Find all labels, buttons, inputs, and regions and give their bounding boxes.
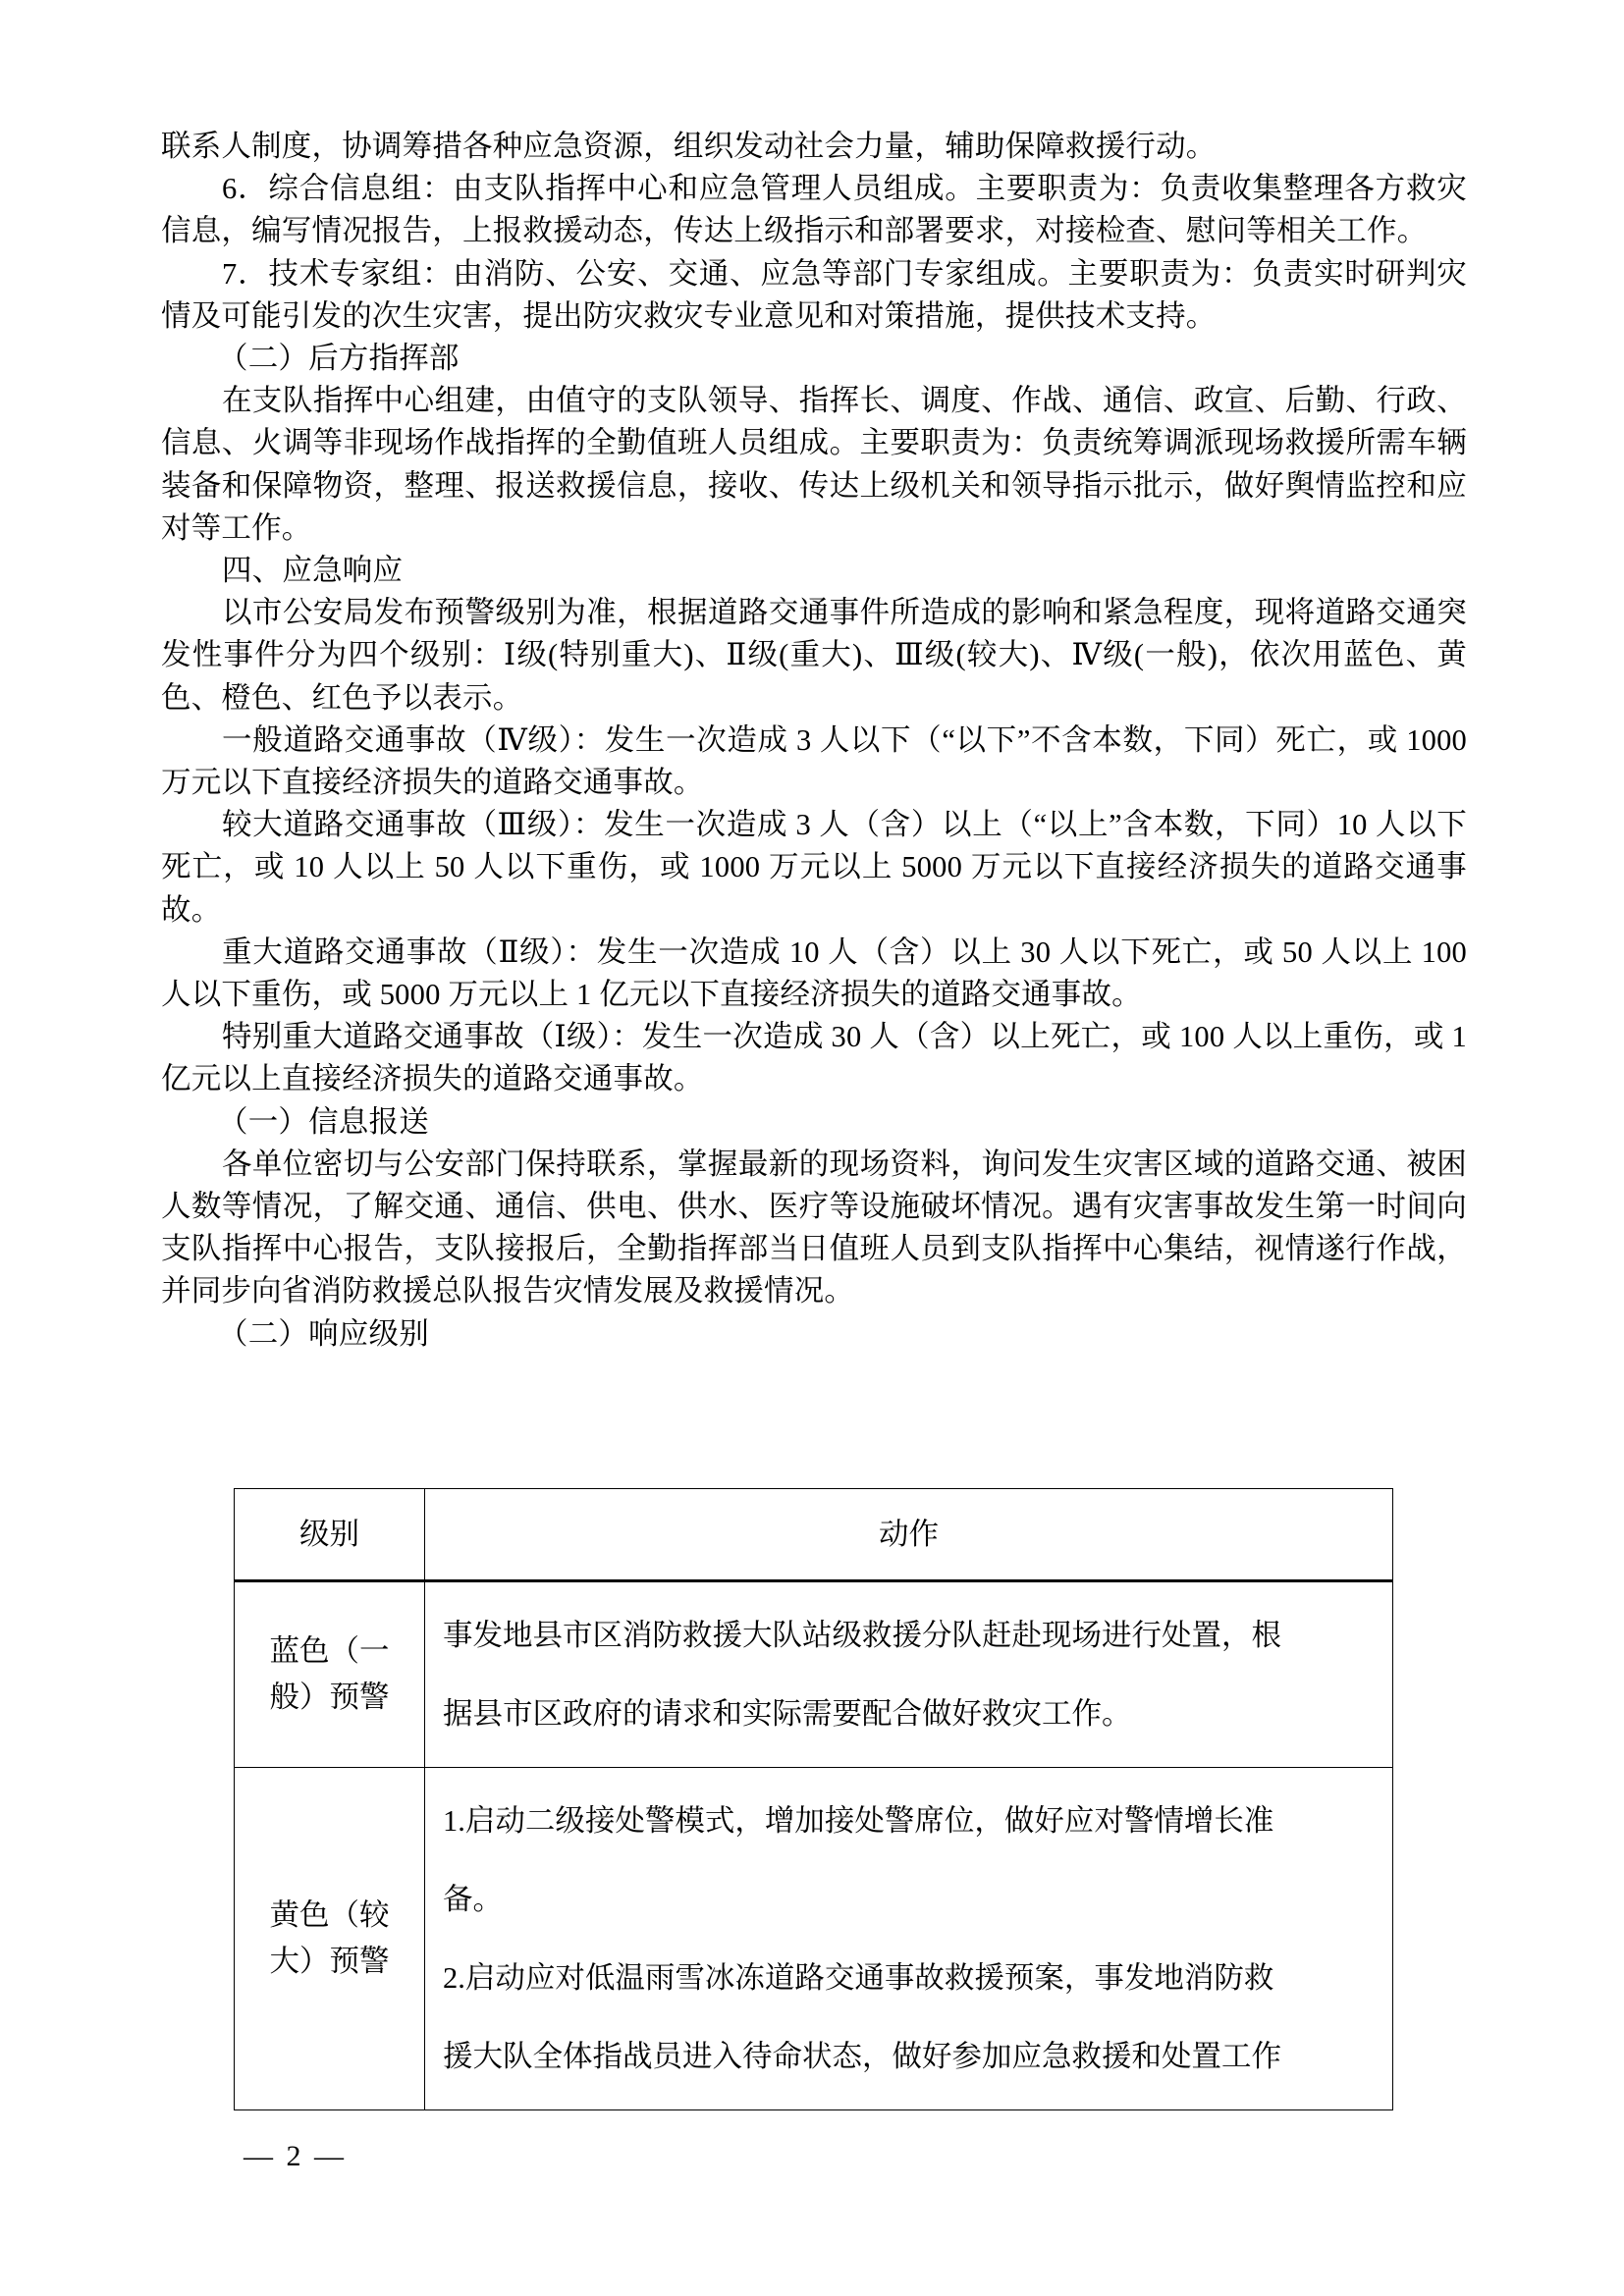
paragraph-level-4-general: 一般道路交通事故（Ⅳ级）：发生一次造成 3 人以下（“以下”不含本数，下同）死亡，或 1000 万元以下直接经济损失的道路交通事故。 (161, 722, 1467, 800)
table-header-row (235, 1489, 1393, 1581)
paragraph-level-2-serious: 重大道路交通事故（Ⅱ级）：发生一次造成 10 人（含）以上 30 人以下死亡，或 50 人以上 100 人以下重伤，或 5000 万元以上 1 亿元以下直接经济损失的道路交通事故。 (161, 934, 1467, 1012)
table-cell-action-blue (425, 1581, 1393, 1768)
level-label-line: 蓝色（一 (269, 1634, 390, 1668)
table-header-level: 级别 (235, 1489, 425, 1581)
paragraph-contact-system: 联系人制度，协调筹措各种应急资源，组织发动社会力量，辅助保障救援行动。 (161, 130, 1217, 163)
table-cell-level-yellow (235, 1768, 425, 2110)
table-row (235, 1768, 1393, 2110)
heading-rear-command: （二）后方指挥部 (218, 342, 460, 376)
table-row (235, 1581, 1393, 1768)
level-label-line: 黄色（较 (269, 1898, 390, 1932)
table-cell-action-yellow (425, 1768, 1393, 2110)
response-level-table (234, 1488, 1393, 2110)
action-line: 1.启动二级接处警模式，增加接处警席位，做好应对警情增长准 (443, 1804, 1274, 1838)
paragraph-item-6: 6．综合信息组：由支队指挥中心和应急管理人员组成。主要职责为：负责收集整理各方救灾信息，编写情况报告，上报救援动态，传达上级指示和部署要求，对接检查、慰问等相关工作。 (161, 172, 1467, 248)
page-number: — 2 — (244, 2140, 347, 2172)
heading-section-four: 四、应急响应 (222, 554, 404, 588)
action-line: 2.启动应对低温雨雪冰冻道路交通事故救援预案，事发地消防救 (443, 1961, 1274, 1995)
paragraph-level-1-extra-serious: 特别重大道路交通事故（Ⅰ级）：发生一次造成 30 人（含）以上死亡，或 100 人以上重伤，或 1 亿元以上直接经济损失的道路交通事故。 (161, 1020, 1467, 1096)
paragraph-info-report-body: 各单位密切与公安部门保持联系，掌握最新的现场资料，询问发生灾害区域的道路交通、被困人数等情况，了解交通、通信、供电、供水、医疗等设施破坏情况。遇有灾害事故发生第一时间向支队指挥中心报告，支队接报后，全勤指挥部当日值班人员到支队指挥中心集结，视情遂行作战，并同步向省消防救援总队报告灾情发展及救援情况。 (161, 1147, 1467, 1308)
action-line: 事发地县市区消防救援大队站级救援分队赶赴现场进行处置，根 (443, 1619, 1281, 1652)
level-label-line: 大）预警 (269, 1945, 390, 1978)
heading-response-level: （二）响应级别 (218, 1316, 429, 1351)
paragraph-item-7: 7．技术专家组：由消防、公安、交通、应急等部门专家组成。主要职责为：负责实时研判灾情及可能引发的次生灾害，提出防灾救灾专业意见和对策措施，提供技术支持。 (161, 256, 1467, 333)
paragraph-levels-intro: 以市公安局发布预警级别为准，根据道路交通事件所造成的影响和紧急程度，现将道路交通突发性事件分为四个级别：Ⅰ级(特别重大)、Ⅱ级(重大)、Ⅲ级(较大)、Ⅳ级(一般)，依次用蓝色、黄色、橙色、红色予以表示。 (161, 596, 1467, 715)
action-line: 备。 (443, 1883, 503, 1916)
table-header-action: 动作 (425, 1489, 1393, 1581)
paragraph-rear-command-body: 在支队指挥中心组建，由值守的支队领导、指挥长、调度、作战、通信、政宣、后勤、行政、信息、火调等非现场作战指挥的全勤值班人员组成。主要职责为：负责统筹调派现场救援所需车辆装备和保障物资，整理、报送救援信息，接收、传达上级机关和领导指示批示，做好舆情监控和应对等工作。 (161, 384, 1467, 545)
table-cell-level-blue (235, 1581, 425, 1768)
paragraph-level-3-major: 较大道路交通事故（Ⅲ级）：发生一次造成 3 人（含）以上（“以上”含本数，下同）10 人以下死亡，或 10 人以上 50 人以下重伤，或 1000 万元以上 5000 万元以下直接经济损失的道路交通事故。 (161, 808, 1467, 927)
level-label-line: 般）预警 (269, 1681, 390, 1714)
document-body (161, 126, 1467, 1356)
heading-info-report: （一）信息报送 (218, 1104, 429, 1139)
action-line: 援大队全体指战员进入待命状态，做好参加应急救援和处置工作 (443, 2040, 1281, 2073)
action-line: 据县市区政府的请求和实际需要配合做好救灾工作。 (443, 1697, 1132, 1731)
